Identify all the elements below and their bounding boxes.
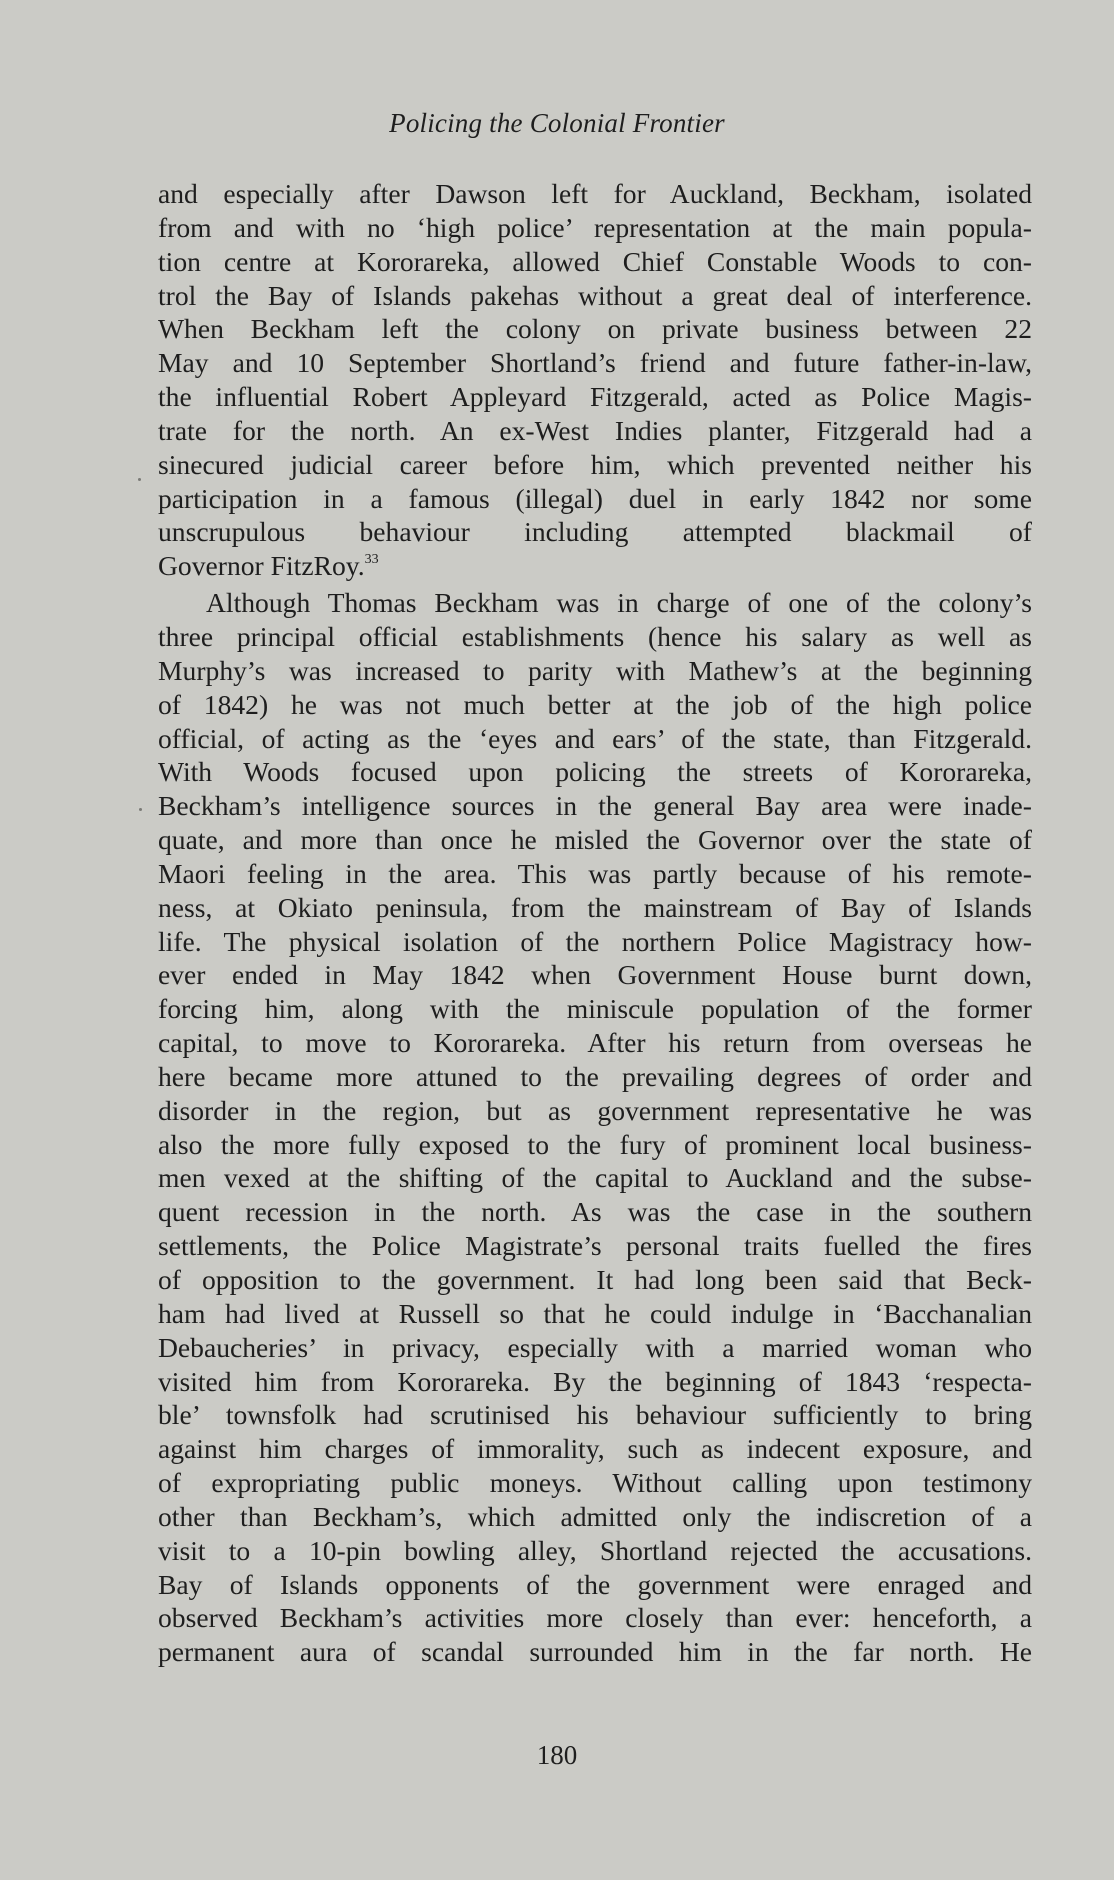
text-line: of opposition to the government. It had long been said that Beck- [158, 1264, 1032, 1295]
text-line: participation in a famous (illegal) duel in early 1842 nor some [158, 482, 1032, 514]
text-line: trate for the north. An ex-West Indies planter, Fitzgerald had a [158, 414, 1032, 446]
body-text [158, 177, 1032, 1669]
text-line: ever ended in May 1842 when Government House burnt down, [158, 959, 1032, 991]
text-line: forcing him, along with the miniscule population of the former [158, 993, 1032, 1025]
text-line: quate, and more than once he misled the Governor over the state of [158, 824, 1032, 856]
text-line: of 1842) he was not much better at the job of the high police [158, 688, 1032, 720]
text-line: Although Thomas Beckham was in charge of one of the colony’s [206, 587, 1032, 619]
text-line: also the more fully exposed to the fury of prominent local business- [158, 1128, 1032, 1160]
text-line: ham had lived at Russell so that he could indulge in ‘Bacchanalian [158, 1297, 1032, 1329]
text-line: quent recession in the north. As was the case in the southern [158, 1196, 1032, 1228]
text-line: and especially after Dawson left for Auckland, Beckham, isolated [158, 178, 1032, 209]
text-line: ness, at Okiato peninsula, from the mainstream of Bay of Islands [158, 891, 1032, 923]
text-line: Debaucheries’ in privacy, especially with a married woman who [158, 1331, 1032, 1363]
text-line: official, of acting as the ‘eyes and ears’ of the state, than Fitzgerald. [158, 722, 1032, 754]
text-line: Bay of Islands opponents of the government were enraged and [158, 1568, 1032, 1600]
text-line: When Beckham left the colony on private business between 22 [158, 313, 1032, 345]
text-line: from and with no ‘high police’ representation at the main popula- [158, 211, 1032, 243]
text-line: May and 10 September Shortland’s friend and future father-in-law, [158, 347, 1032, 379]
text-line: the influential Robert Appleyard Fitzgerald, acted as Police Magis- [158, 381, 1032, 413]
text-line: here became more attuned to the prevailing degrees of order and [158, 1060, 1032, 1092]
text-line: of expropriating public moneys. Without calling upon testimony [158, 1467, 1032, 1499]
text-line: Maori feeling in the area. This was partly because of his remote- [158, 857, 1032, 889]
footnote-ref: 33 [364, 552, 379, 568]
text-line: sinecured judicial career before him, which prevented neither his [158, 448, 1032, 480]
running-head: Policing the Colonial Frontier [389, 108, 725, 138]
text-line: three principal official establishments (hence his salary as well as [158, 620, 1032, 652]
paragraph [158, 586, 1032, 1669]
text-line: life. The physical isolation of the northern Police Magistracy how- [158, 925, 1032, 957]
text-line [158, 549, 1032, 583]
scan-speck [138, 478, 141, 481]
scan-speck [139, 808, 142, 811]
text-line: With Woods focused upon policing the streets of Kororareka, [158, 756, 1032, 788]
paragraph [158, 177, 1032, 583]
text-line: unscrupulous behaviour including attempted blackmail of [158, 516, 1032, 548]
text-line: capital, to move to Kororareka. After his return from overseas he [158, 1027, 1032, 1059]
text-line: settlements, the Police Magistrate’s personal traits fuelled the fires [158, 1230, 1032, 1262]
text-line: tion centre at Kororareka, allowed Chief Constable Woods to con- [158, 245, 1032, 277]
text-line: against him charges of immorality, such as indecent exposure, and [158, 1433, 1032, 1465]
text-line: men vexed at the shifting of the capital to Auckland and the subse- [158, 1162, 1032, 1194]
text-line: visited him from Kororareka. By the beginning of 1843 ‘respecta- [158, 1365, 1032, 1397]
text-line: permanent aura of scandal surrounded him in the far north. He [158, 1636, 1032, 1668]
text-line: observed Beckham’s activities more closely than ever: henceforth, a [158, 1602, 1032, 1634]
text-line: trol the Bay of Islands pakehas without a great deal of interference. [158, 279, 1032, 311]
text-line: Beckham’s intelligence sources in the general Bay area were inade- [158, 790, 1032, 822]
text-line: Murphy’s was increased to parity with Mathew’s at the beginning [158, 654, 1032, 686]
text-line: other than Beckham’s, which admitted only the indiscretion of a [158, 1500, 1032, 1532]
text-line: ble’ townsfolk had scrutinised his behaviour sufficiently to bring [158, 1399, 1032, 1431]
text-line: disorder in the region, but as government representative he was [158, 1094, 1032, 1126]
text-line: visit to a 10-pin bowling alley, Shortland rejected the accusations. [158, 1534, 1032, 1566]
page-number: 180 [536, 1740, 578, 1770]
text-line-content: Governor FitzRoy. [158, 550, 365, 582]
